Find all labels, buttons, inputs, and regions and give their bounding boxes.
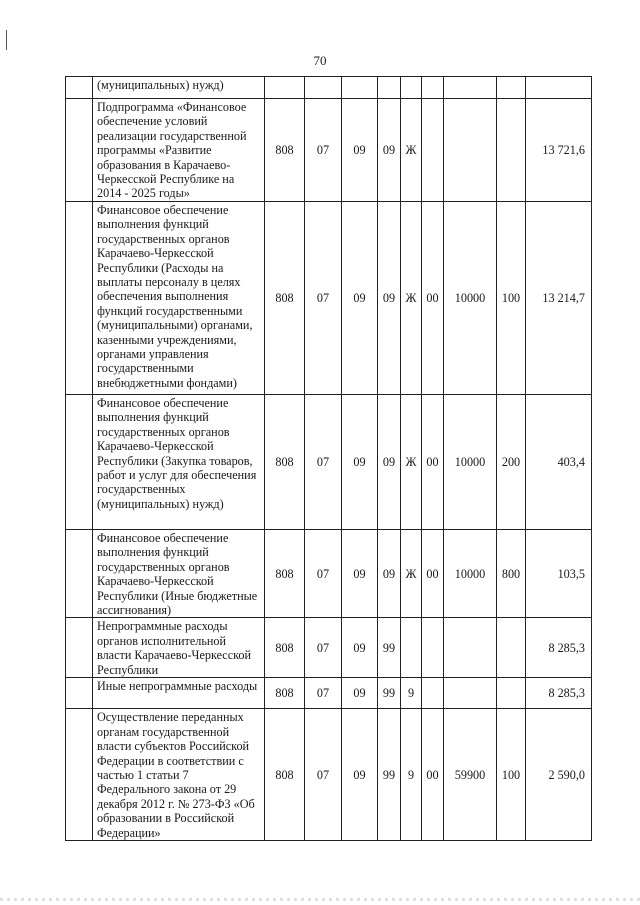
cell-vr: 800 bbox=[497, 530, 526, 618]
cell-razdel bbox=[305, 77, 342, 99]
cell-c2 bbox=[444, 77, 497, 99]
cell-amount: 103,5 bbox=[526, 530, 592, 618]
cell-name: Иные непрограммные расходы bbox=[93, 678, 265, 709]
table-row bbox=[66, 202, 592, 395]
cell-ved: 808 bbox=[265, 618, 305, 678]
cell-name: (муниципальных) нужд) bbox=[93, 77, 265, 99]
cell-c2 bbox=[444, 678, 497, 709]
cell-podrazdel: 09 bbox=[342, 678, 378, 709]
cell-vr bbox=[497, 618, 526, 678]
cell-name: Осуществление переданных органам государственной власти субъектов Российской Федерации в соответствии с частью 1 статьи 7 Федерального закона от 29 декабря 2012 г. № 273-ФЗ «Об образовании в Российской Федерации» bbox=[93, 709, 265, 841]
cell-index bbox=[66, 678, 93, 709]
cell-podrazdel: 09 bbox=[342, 395, 378, 530]
cell-podrazdel: 09 bbox=[342, 99, 378, 202]
table-row bbox=[66, 678, 592, 709]
cell-razdel: 07 bbox=[305, 709, 342, 841]
cell-prog: 99 bbox=[378, 618, 401, 678]
cell-podprog: Ж bbox=[401, 99, 422, 202]
cell-podprog: Ж bbox=[401, 395, 422, 530]
cell-podrazdel: 09 bbox=[342, 709, 378, 841]
table-row bbox=[66, 709, 592, 841]
scan-artifact bbox=[0, 898, 640, 901]
cell-name: Финансовое обеспечение выполнения функций государственных органов Карачаево-Черкесской Республики (Закупка товаров, работ и услуг для обеспечения государственных (муниципальных) нужд) bbox=[93, 395, 265, 530]
cell-ved: 808 bbox=[265, 678, 305, 709]
cell-podrazdel: 09 bbox=[342, 530, 378, 618]
cell-c1: 00 bbox=[422, 530, 444, 618]
cell-name: Подпрограмма «Финансовое обеспечение условий реализации государственной программы «Развитие образования в Карачаево-Черкесской Республике на 2014 - 2025 годы» bbox=[93, 99, 265, 202]
page-number: 70 bbox=[313, 53, 327, 68]
cell-prog: 09 bbox=[378, 395, 401, 530]
binding-mark bbox=[6, 30, 7, 50]
cell-prog: 09 bbox=[378, 99, 401, 202]
cell-c1: 00 bbox=[422, 395, 444, 530]
cell-podprog: 9 bbox=[401, 678, 422, 709]
cell-index bbox=[66, 618, 93, 678]
cell-podprog bbox=[401, 77, 422, 99]
cell-ved bbox=[265, 77, 305, 99]
cell-razdel: 07 bbox=[305, 395, 342, 530]
cell-razdel: 07 bbox=[305, 678, 342, 709]
cell-c2: 10000 bbox=[444, 395, 497, 530]
cell-amount: 403,4 bbox=[526, 395, 592, 530]
cell-vr bbox=[497, 99, 526, 202]
cell-name: Непрограммные расходы органов исполнительной власти Карачаево-Черкесской Республики bbox=[93, 618, 265, 678]
cell-prog: 09 bbox=[378, 530, 401, 618]
cell-podrazdel bbox=[342, 77, 378, 99]
table-row bbox=[66, 530, 592, 618]
cell-c1: 00 bbox=[422, 202, 444, 395]
table-row bbox=[66, 99, 592, 202]
cell-index bbox=[66, 77, 93, 99]
cell-ved: 808 bbox=[265, 530, 305, 618]
cell-razdel: 07 bbox=[305, 99, 342, 202]
cell-podrazdel: 09 bbox=[342, 202, 378, 395]
cell-podprog: Ж bbox=[401, 530, 422, 618]
cell-podprog: 9 bbox=[401, 709, 422, 841]
budget-table bbox=[65, 76, 592, 841]
cell-index bbox=[66, 709, 93, 841]
cell-amount: 8 285,3 bbox=[526, 678, 592, 709]
cell-amount: 13 214,7 bbox=[526, 202, 592, 395]
cell-c2: 10000 bbox=[444, 530, 497, 618]
cell-c1 bbox=[422, 77, 444, 99]
cell-amount: 2 590,0 bbox=[526, 709, 592, 841]
table-row bbox=[66, 77, 592, 99]
cell-ved: 808 bbox=[265, 395, 305, 530]
cell-razdel: 07 bbox=[305, 202, 342, 395]
cell-name: Финансовое обеспечение выполнения функций государственных органов Карачаево-Черкесской Республики (Иные бюджетные ассигнования) bbox=[93, 530, 265, 618]
cell-ved: 808 bbox=[265, 202, 305, 395]
cell-vr: 200 bbox=[497, 395, 526, 530]
cell-prog: 09 bbox=[378, 202, 401, 395]
cell-index bbox=[66, 99, 93, 202]
cell-c1 bbox=[422, 99, 444, 202]
cell-vr bbox=[497, 678, 526, 709]
table-row bbox=[66, 395, 592, 530]
cell-amount: 13 721,6 bbox=[526, 99, 592, 202]
cell-podrazdel: 09 bbox=[342, 618, 378, 678]
cell-c1: 00 bbox=[422, 709, 444, 841]
cell-razdel: 07 bbox=[305, 618, 342, 678]
cell-podprog: Ж bbox=[401, 202, 422, 395]
cell-vr bbox=[497, 77, 526, 99]
cell-vr: 100 bbox=[497, 202, 526, 395]
cell-razdel: 07 bbox=[305, 530, 342, 618]
cell-ved: 808 bbox=[265, 99, 305, 202]
cell-amount: 8 285,3 bbox=[526, 618, 592, 678]
cell-vr: 100 bbox=[497, 709, 526, 841]
table-row bbox=[66, 618, 592, 678]
cell-c1 bbox=[422, 678, 444, 709]
cell-prog: 99 bbox=[378, 709, 401, 841]
cell-c2: 10000 bbox=[444, 202, 497, 395]
cell-podprog bbox=[401, 618, 422, 678]
cell-prog: 99 bbox=[378, 678, 401, 709]
cell-ved: 808 bbox=[265, 709, 305, 841]
cell-index bbox=[66, 530, 93, 618]
cell-c2 bbox=[444, 618, 497, 678]
cell-prog bbox=[378, 77, 401, 99]
cell-name: Финансовое обеспечение выполнения функций государственных органов Карачаево-Черкесской Республики (Расходы на выплаты персоналу в целях обеспечения выполнения функций государственными (муниципальными) органами, казенными учреждениями, органами управления государственными внебюджетными фондами) bbox=[93, 202, 265, 395]
cell-c2 bbox=[444, 99, 497, 202]
cell-index bbox=[66, 202, 93, 395]
cell-index bbox=[66, 395, 93, 530]
cell-amount bbox=[526, 77, 592, 99]
cell-c2: 59900 bbox=[444, 709, 497, 841]
cell-c1 bbox=[422, 618, 444, 678]
